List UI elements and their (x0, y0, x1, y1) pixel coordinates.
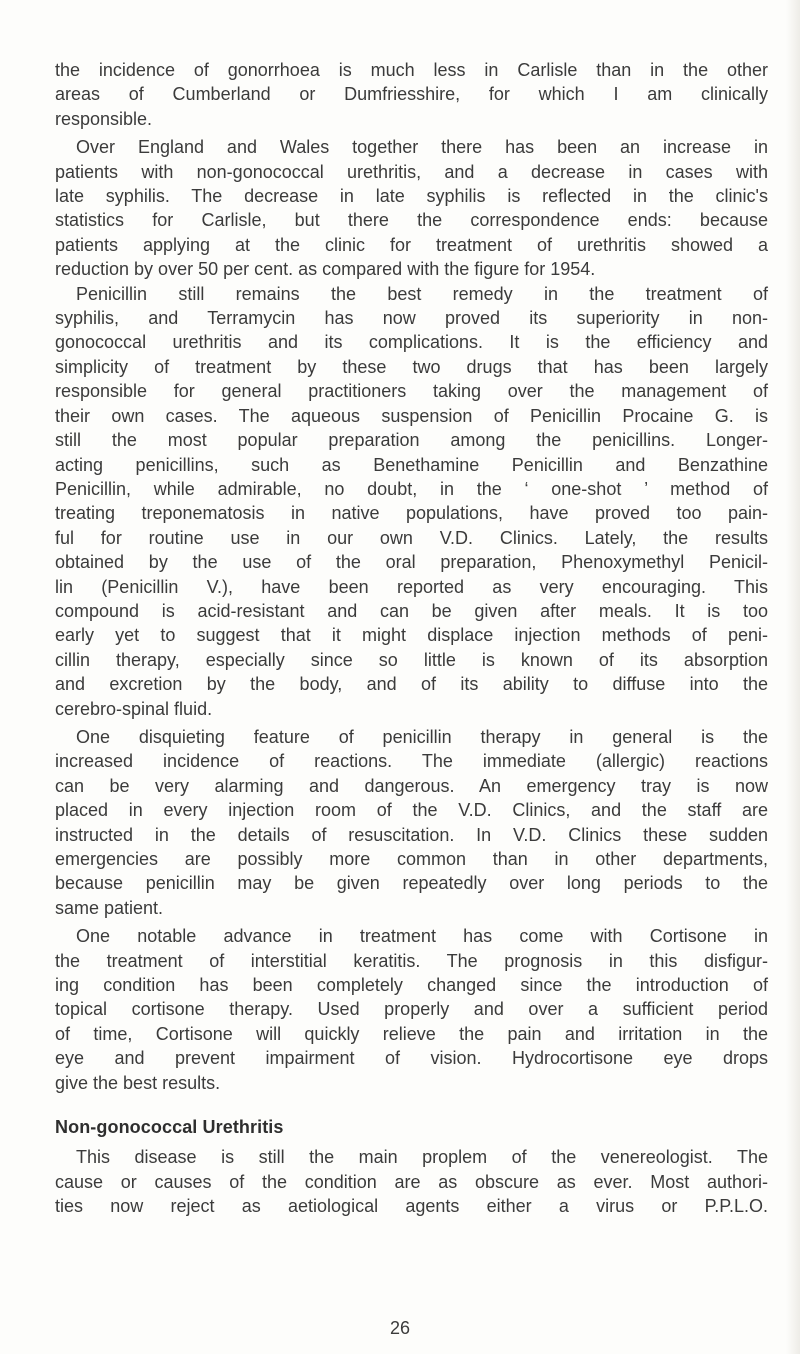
text-line: reduction by over 50 per cent. as compared with the figure for 1954. (55, 259, 596, 280)
text-line: topical cortisone therapy. Used properly and over a sufficient period (55, 999, 768, 1020)
text-line: ing condition has been completely changed since the introduction of (55, 975, 768, 996)
text-line: early yet to suggest that it might displace injection methods of peni- (55, 625, 768, 646)
paragraph-1 (55, 58, 768, 131)
text-line: patients with non-gonococcal urethritis, and a decrease in cases with (55, 161, 768, 182)
text-line: obtained by the use of the oral preparation, Phenoxymethyl Penicil- (55, 552, 768, 573)
text-line: instructed in the details of resuscitation. In V.D. Clinics these sudden (55, 824, 768, 845)
text-line: ties now reject as aetiological agents either a virus or P.P.L.O. (55, 1196, 768, 1217)
text-line: placed in every injection room of the V.D. Clinics, and the staff are (55, 800, 768, 821)
text-line: give the best results. (55, 1072, 221, 1093)
text-line: ful for routine use in our own V.D. Clinics. Lately, the results (55, 527, 768, 548)
paragraph-2 (55, 135, 768, 721)
text-line: same patient. (55, 897, 164, 918)
text-line: Penicillin still remains the best remedy in the treatment of (76, 283, 768, 304)
page-edge-shadow (786, 0, 800, 1354)
text-line: syphilis, and Terramycin has now proved its superiority in non- (55, 308, 768, 329)
text-line: statistics for Carlisle, but there the correspondence ends: because (55, 210, 768, 231)
paragraph-4 (55, 924, 768, 1095)
text-line: Over England and Wales together there has been an increase in (76, 137, 768, 158)
page-number: 26 (389, 1318, 411, 1338)
section-paragraph (55, 1145, 768, 1218)
text-line: eye and prevent impairment of vision. Hydrocortisone eye drops (55, 1048, 768, 1069)
text-line: compound is acid-resistant and can be given after meals. It is too (55, 600, 768, 621)
paragraph-3 (55, 725, 768, 920)
text-line: responsible for general practitioners taking over the management of (55, 381, 768, 402)
text-line: can be very alarming and dangerous. An emergency tray is now (55, 775, 768, 796)
text-line: One disquieting feature of penicillin therapy in general is the (76, 726, 768, 747)
text-line: simplicity of treatment by these two drugs that has been largely (55, 356, 768, 377)
text-line: late syphilis. The decrease in late syphilis is reflected in the clinic's (55, 186, 768, 207)
text-line: the incidence of gonorrhoea is much less in Carlisle than in the other (55, 60, 768, 80)
text-line: the treatment of interstitial keratitis. The prognosis in this disfigur- (55, 950, 768, 971)
text-line: cillin therapy, especially since so little is known of its absorption (55, 649, 768, 670)
text-line: cerebro-spinal fluid. (55, 698, 213, 719)
text-line: and excretion by the body, and of its ability to diffuse into the (55, 674, 768, 695)
text-line: increased incidence of reactions. The immediate (allergic) reactions (55, 751, 768, 772)
body-text (55, 58, 768, 1223)
text-line: This disease is still the main proplem of the venereologist. The (76, 1147, 768, 1168)
text-line: patients applying at the clinic for treatment of urethritis showed a (55, 234, 768, 255)
text-line: areas of Cumberland or Dumfriesshire, for which I am clinically (55, 84, 768, 105)
text-line: gonococcal urethritis and its complications. It is the efficiency and (55, 332, 768, 353)
text-line: of time, Cortisone will quickly relieve the pain and irritation in the (55, 1023, 768, 1044)
section-heading: Non-gonococcal Urethritis (55, 1117, 284, 1138)
text-line: treating treponematosis in native populations, have proved too pain- (55, 503, 768, 524)
text-line: their own cases. The aqueous suspension of Penicillin Procaine G. is (55, 405, 768, 426)
text-line: emergencies are possibly more common than in other departments, (55, 849, 768, 869)
text-line: Penicillin, while admirable, no doubt, in the ‘ one-shot ’ method of (55, 478, 768, 499)
text-line: cause or causes of the condition are as obscure as ever. Most authori- (55, 1171, 768, 1192)
text-line: responsible. (55, 108, 153, 129)
text-line: acting penicillins, such as Benethamine Penicillin and Benzathine (55, 454, 768, 475)
text-line: lin (Penicillin V.), have been reported as very encouraging. This (55, 576, 768, 597)
text-line: One notable advance in treatment has come with Cortisone in (76, 926, 768, 947)
text-line: still the most popular preparation among the penicillins. Longer- (55, 430, 768, 451)
text-line: because penicillin may be given repeatedly over long periods to the (55, 873, 768, 894)
